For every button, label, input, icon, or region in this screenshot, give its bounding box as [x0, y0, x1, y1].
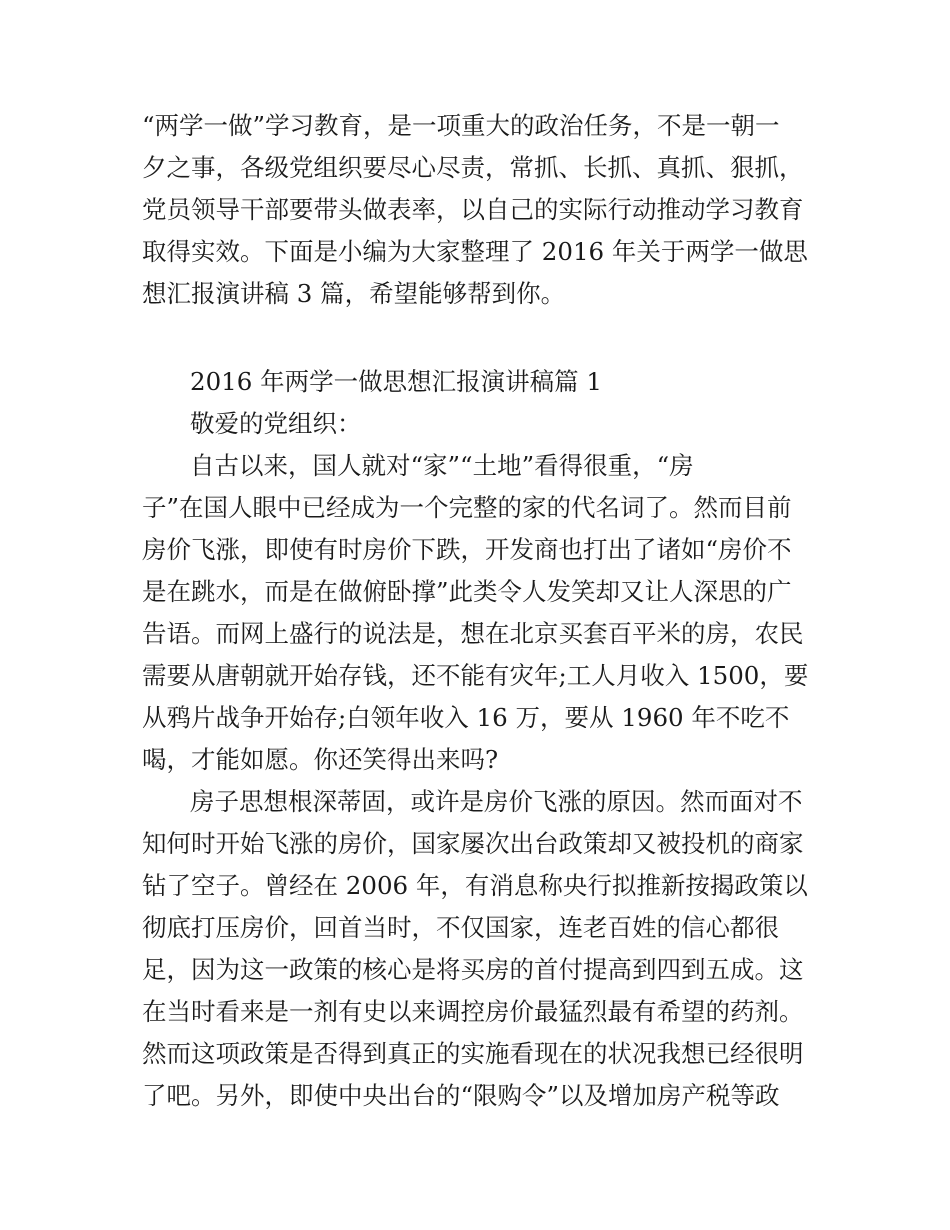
intro-line: “两学一做”学习教育，是一项重大的政治任务，不是一朝一	[142, 111, 780, 140]
section-heading: 2016 年两学一做思想汇报演讲稿篇 1	[190, 367, 603, 396]
salutation: 敬爱的党组织：	[190, 409, 362, 438]
intro-line: 取得实效。下面是小编为大家整理了 2016 年关于两学一做思	[142, 237, 808, 266]
intro-line: 夕之事，各级党组织要尽心尽责，常抓、长抓、真抓、狠抓，	[142, 153, 804, 182]
body-line: 是在跳水，而是在做俯卧撑”此类令人发笑却又让人深思的广	[142, 577, 792, 606]
body-line: 钻了空子。曾经在 2006 年，有消息称央行拟推新按揭政策以	[142, 871, 808, 900]
body-line: 需要从唐朝就开始存钱，还不能有灾年;工人月收入 1500，要	[142, 661, 809, 690]
body-line: 然而这项政策是否得到真正的实施看现在的状况我想已经很明	[142, 1039, 804, 1068]
intro-line: 想汇报演讲稿 3 篇，希望能够帮到你。	[142, 279, 566, 308]
body-line: 了吧。另外，即使中央出台的“限购令”以及增加房产税等政	[142, 1081, 780, 1110]
body-line: 房子思想根深蒂固，或许是房价飞涨的原因。然而面对不	[190, 787, 803, 816]
body-line: 彻底打压房价，回首当时，不仅国家，连老百姓的信心都很	[142, 913, 779, 942]
body-line: 告语。而网上盛行的说法是，想在北京买套百平米的房，农民	[142, 619, 804, 648]
intro-line: 党员领导干部要带头做表率，以自己的实际行动推动学习教育	[142, 195, 804, 224]
body-line: 自古以来，国人就对“家”“土地”看得很重，“房	[190, 451, 694, 480]
body-line: 知何时开始飞涨的房价，国家屡次出台政策却又被投机的商家	[142, 829, 804, 858]
body-line: 房价飞涨，即使有时房价下跌，开发商也打出了诸如“房价不	[142, 535, 792, 564]
body-line: 子”在国人眼中已经成为一个完整的家的代名词了。然而目前	[142, 493, 792, 522]
body-line: 在当时看来是一剂有史以来调控房价最猛烈最有希望的药剂。	[142, 997, 804, 1026]
body-line: 喝，才能如愿。你还笑得出来吗?	[142, 745, 499, 774]
body-line: 足，因为这一政策的核心是将买房的首付提高到四到五成。这	[142, 955, 804, 984]
body-line: 从鸦片战争开始存;白领年收入 16 万，要从 1960 年不吃不	[142, 703, 790, 732]
